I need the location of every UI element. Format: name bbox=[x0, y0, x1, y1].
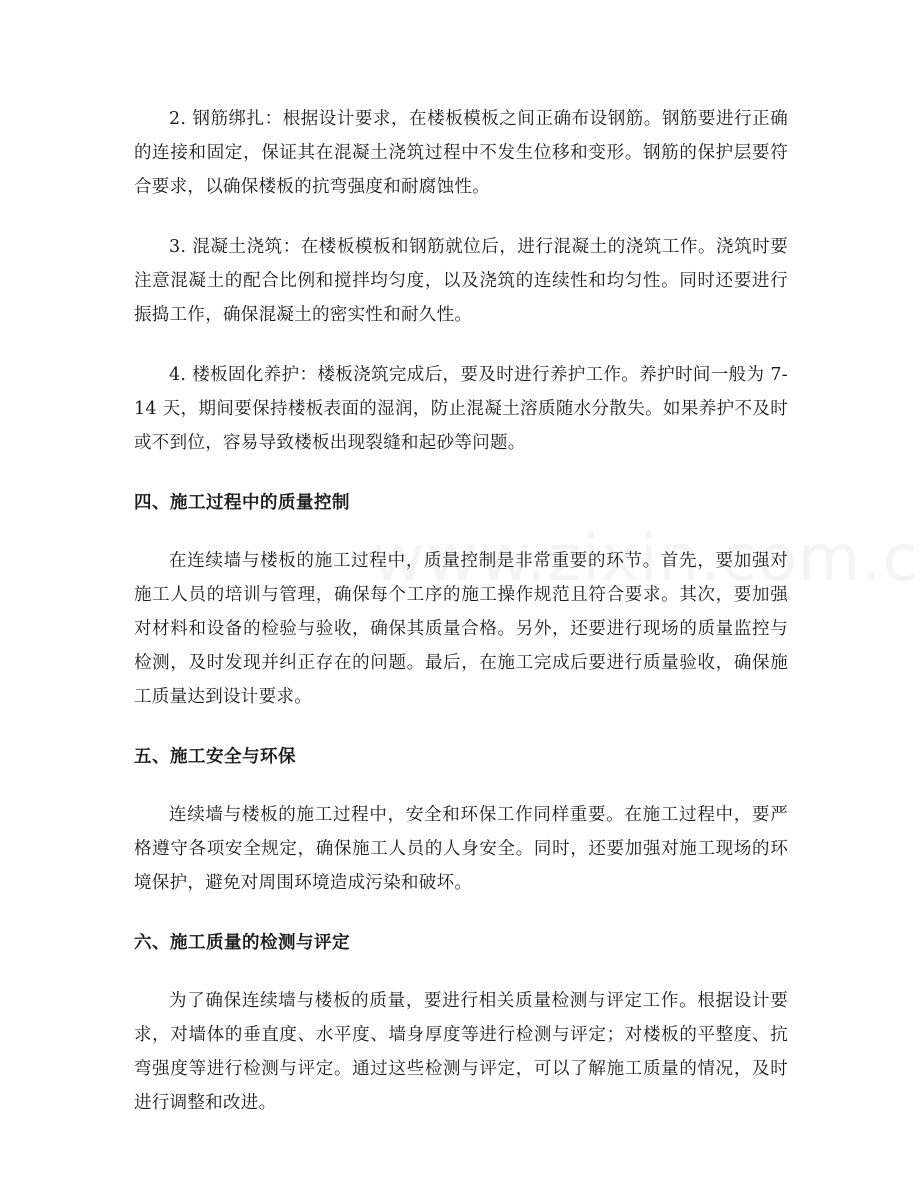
paragraph-quality-inspection: 为了确保连续墙与楼板的质量，要进行相关质量检测与评定工作。根据设计要求，对墙体的垂直度、水平度、墙身厚度等进行检测与评定；对楼板的平整度、抗弯强度等进行检测与评定。通过这些检测与评定，可以了解施工质量的情况，及时进行调整和改进。 bbox=[134, 991, 788, 1113]
document-body bbox=[134, 102, 788, 1146]
paragraph-slab-curing: 4. 楼板固化养护：楼板浇筑完成后，要及时进行养护工作。养护时间一般为 7-14 天，期间要保持楼板表面的湿润，防止混凝土溶质随水分散失。如果养护不及时或不到位，容易导致楼板出现裂缝和起砂等问题。 bbox=[134, 365, 788, 453]
heading-quality-control: 四、施工过程中的质量控制 bbox=[134, 493, 350, 513]
paragraph-quality-control: 在连续墙与楼板的施工过程中，质量控制是非常重要的环节。首先，要加强对施工人员的培训与管理，确保每个工序的施工操作规范且符合要求。其次，要加强对材料和设备的检验与验收，确保其质量合格。另外，还要进行现场的质量监控与检测，及时发现并纠正存在的问题。最后，在施工完成后要进行质量验收，确保施工质量达到设计要求。 bbox=[134, 551, 788, 707]
paragraph-rebar-binding: 2. 钢筋绑扎：根据设计要求，在楼板模板之间正确布设钢筋。钢筋要进行正确的连接和固定，保证其在混凝土浇筑过程中不发生位移和变形。钢筋的保护层要符合要求，以确保楼板的抗弯强度和耐腐蚀性。 bbox=[134, 109, 788, 197]
heading-quality-inspection: 六、施工质量的检测与评定 bbox=[134, 933, 350, 953]
paragraph-concrete-pouring: 3. 混凝土浇筑：在楼板模板和钢筋就位后，进行混凝土的浇筑工作。浇筑时要注意混凝土的配合比例和搅拌均匀度，以及浇筑的连续性和均匀性。同时还要进行振捣工作，确保混凝土的密实性和耐久性。 bbox=[134, 237, 788, 325]
paragraph-safety-environment: 连续墙与楼板的施工过程中，安全和环保工作同样重要。在施工过程中，要严格遵守各项安全规定，确保施工人员的人身安全。同时，还要加强对施工现场的环境保护，避免对周围环境造成污染和破坏。 bbox=[134, 805, 788, 893]
heading-safety-environment: 五、施工安全与环保 bbox=[134, 747, 296, 767]
